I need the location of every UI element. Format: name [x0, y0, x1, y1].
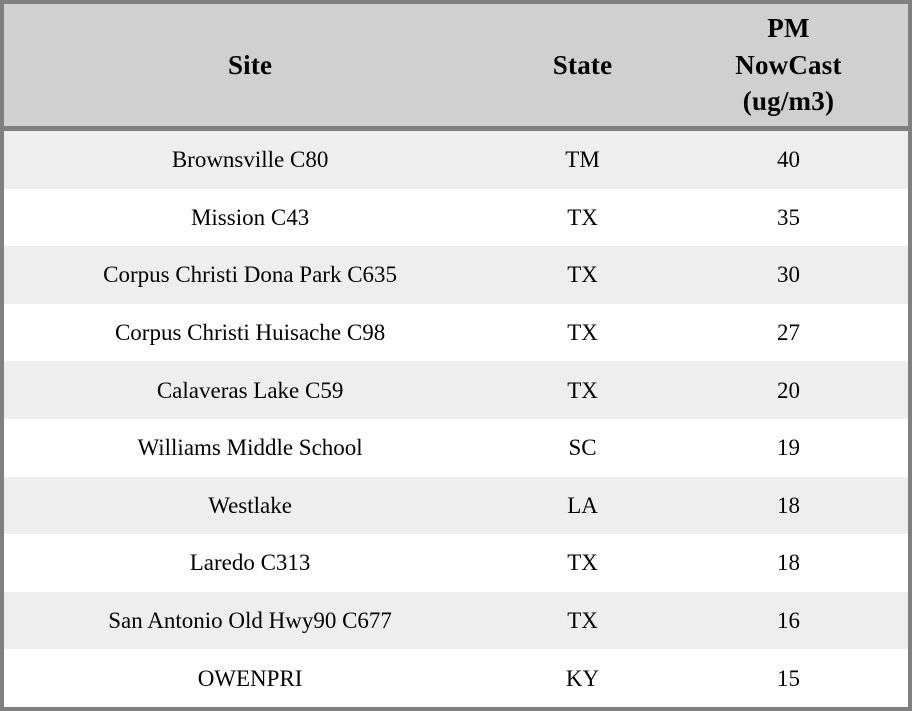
table-row [2, 649, 910, 709]
state-cell: TX [567, 262, 598, 288]
site-cell: San Antonio Old Hwy90 C677 [108, 607, 392, 633]
table-header [2, 2, 910, 129]
pm-nowcast-cell: 18 [776, 492, 800, 518]
table-row [2, 129, 910, 189]
state-cell: KY [565, 665, 600, 691]
table-row [2, 477, 910, 535]
site-cell: Corpus Christi Huisache C98 [114, 319, 386, 345]
pm-nowcast-cell: 40 [776, 147, 800, 173]
table-row [2, 189, 910, 247]
site-cell: Williams Middle School [137, 435, 363, 461]
table-body [2, 129, 910, 710]
table-row [2, 304, 910, 362]
state-cell: TX [567, 319, 598, 345]
site-cell: Westlake [208, 492, 292, 518]
pm-nowcast-cell: 19 [776, 435, 800, 461]
pm-header-line-2: NowCast [735, 49, 842, 80]
pm-header-line-3: (ug/m3) [742, 86, 835, 117]
table-row [2, 592, 910, 650]
state-cell: TX [567, 377, 598, 403]
site-cell: OWENPRI [197, 665, 303, 691]
pm-nowcast-cell: 35 [776, 204, 800, 230]
column-header-site: Site [2, 2, 496, 129]
state-cell: TX [567, 550, 598, 576]
pm-nowcast-cell: 15 [776, 665, 800, 691]
header-row [2, 2, 910, 129]
table-row [2, 246, 910, 304]
state-cell: TX [567, 607, 598, 633]
column-header-pm-nowcast [669, 2, 910, 129]
table-row [2, 534, 910, 592]
site-cell: Corpus Christi Dona Park C635 [103, 262, 398, 288]
state-cell: TX [567, 204, 598, 230]
site-cell: Brownsville C80 [171, 147, 329, 173]
pm-nowcast-cell: 16 [776, 607, 800, 633]
pm-nowcast-cell: 27 [776, 319, 800, 345]
pm-nowcast-cell: 20 [776, 377, 800, 403]
table-row [2, 361, 910, 419]
state-cell: LA [567, 492, 598, 518]
table-row [2, 419, 910, 477]
state-cell: TM [565, 147, 600, 173]
site-cell: Laredo C313 [189, 550, 311, 576]
column-header-state: State [496, 2, 669, 129]
site-cell: Calaveras Lake C59 [156, 377, 344, 403]
pm-nowcast-cell: 30 [776, 262, 800, 288]
pm-header-line-1: PM [767, 13, 810, 44]
pm-nowcast-cell: 18 [776, 550, 800, 576]
state-cell: SC [568, 435, 597, 461]
site-cell: Mission C43 [190, 204, 310, 230]
